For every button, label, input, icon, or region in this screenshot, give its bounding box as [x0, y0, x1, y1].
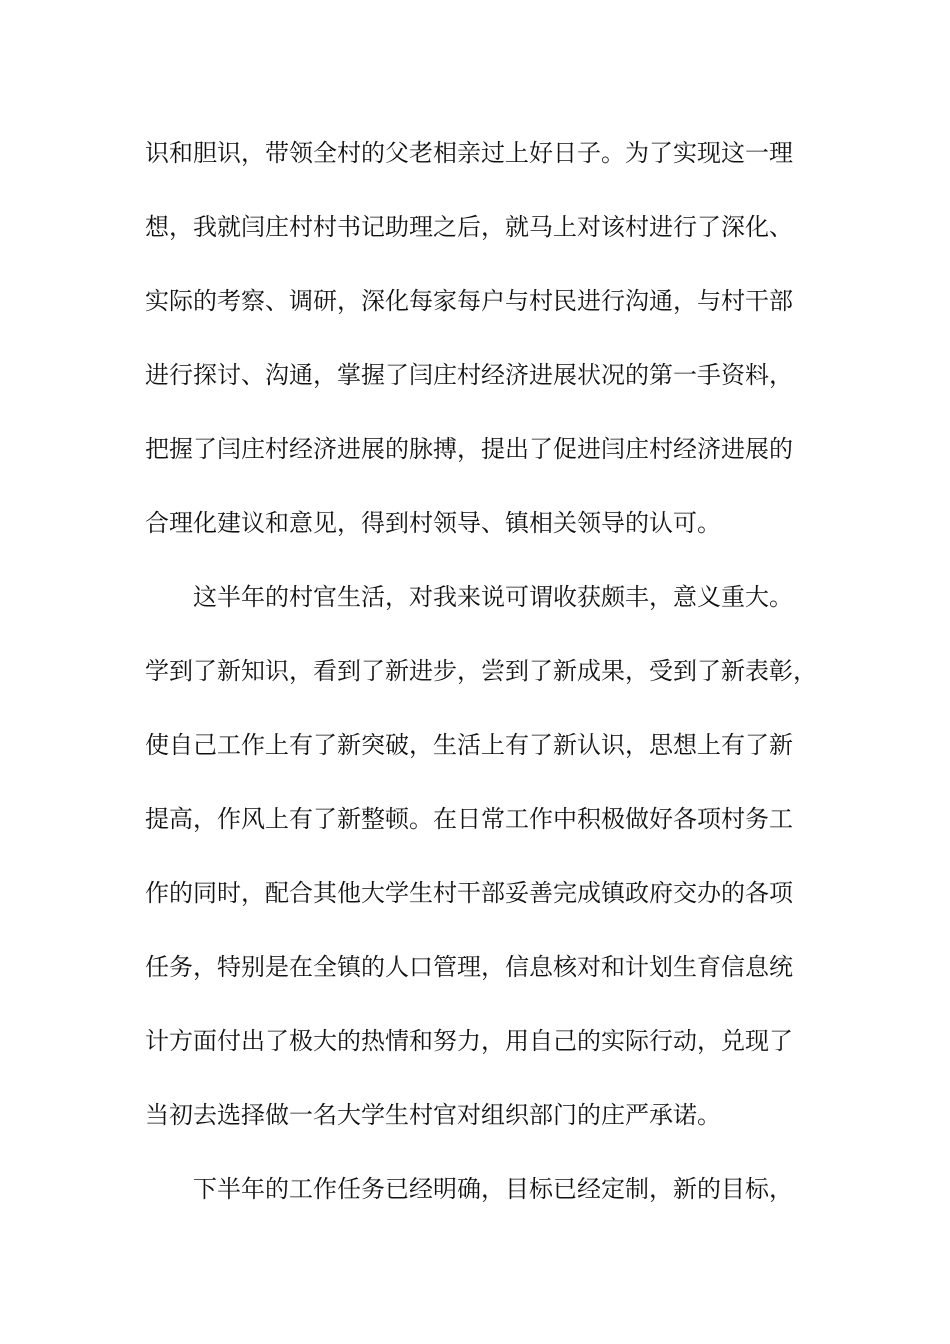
text-line: 合理化建议和意见，得到村领导、镇相关领导的认可。	[145, 509, 721, 537]
text-line: 计方面付出了极大的热情和努力，用自己的实际行动，兑现了	[145, 1027, 793, 1055]
text-line: 把握了闫庄村经济进展的脉搏，提出了促进闫庄村经济进展的	[145, 435, 793, 463]
text-line: 学到了新知识，看到了新进步，尝到了新成果，受到了新表彰，	[145, 657, 817, 685]
text-line: 进行探讨、沟通，掌握了闫庄村经济进展状况的第一手资料，	[145, 361, 793, 389]
paragraph-first-line: 这半年的村官生活，对我来说可谓收获颇丰，意义重大。	[193, 583, 793, 611]
text-line: 想，我就闫庄村村书记助理之后，就马上对该村进行了深化、	[145, 213, 793, 241]
text-line: 使自己工作上有了新突破，生活上有了新认识，思想上有了新	[145, 731, 793, 759]
text-line: 作的同时，配合其他大学生村干部妥善完成镇政府交办的各项	[145, 879, 793, 907]
text-line: 当初去选择做一名大学生村官对组织部门的庄严承诺。	[145, 1101, 721, 1129]
text-line: 实际的考察、调研，深化每家每户与村民进行沟通，与村干部	[145, 287, 793, 315]
text-line: 提高，作风上有了新整顿。在日常工作中积极做好各项村务工	[145, 805, 793, 833]
text-line: 任务，特别是在全镇的人口管理，信息核对和计划生育信息统	[145, 953, 793, 981]
paragraph-first-line: 下半年的工作任务已经明确，目标已经定制，新的目标，	[193, 1175, 793, 1203]
text-line: 识和胆识，带领全村的父老相亲过上好日子。为了实现这一理	[145, 139, 793, 167]
